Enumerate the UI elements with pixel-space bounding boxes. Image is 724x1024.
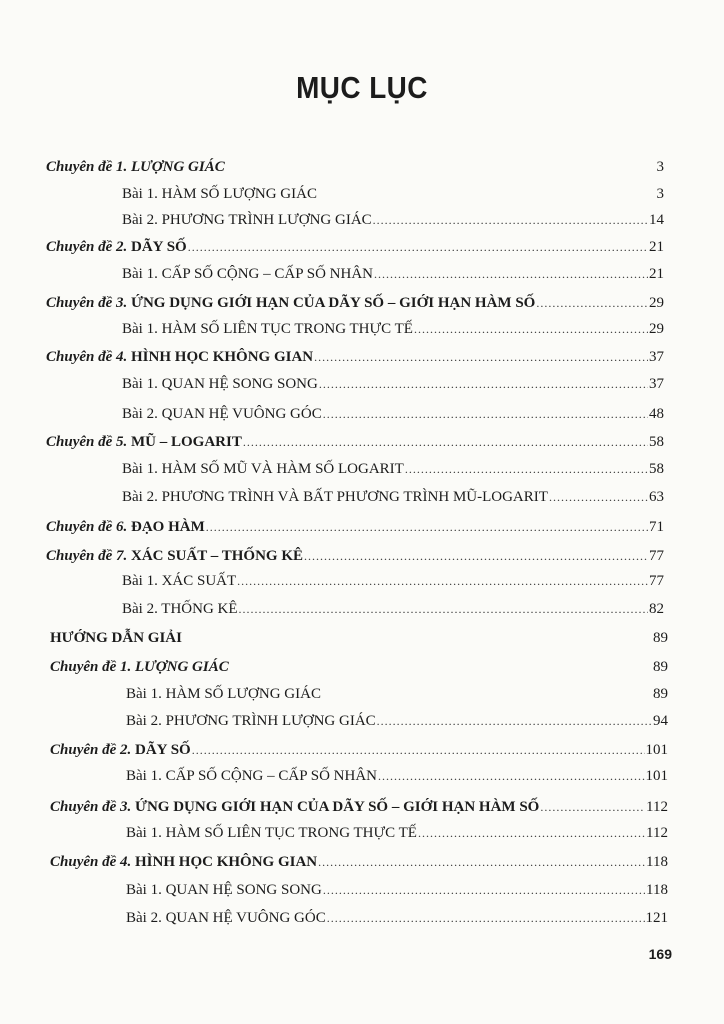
leader-dots <box>243 431 648 453</box>
toc-chapter[interactable] <box>46 292 664 314</box>
toc-chapter[interactable] <box>50 739 668 761</box>
page-number: 94 <box>653 713 668 729</box>
lesson-title: Bài 1. QUAN HỆ SONG SONG <box>122 376 318 392</box>
page-title: MỤC LỤC <box>296 70 428 105</box>
chapter-title: LƯỢNG GIÁC <box>135 659 229 675</box>
toc-lesson[interactable] <box>122 318 664 340</box>
toc-lesson[interactable] <box>126 710 668 732</box>
lesson-title: Bài 1. CẤP SỐ CỘNG – CẤP SỐ NHÂN <box>126 768 378 784</box>
toc-chapter[interactable] <box>46 431 664 453</box>
chapter-title: ỨNG DỤNG GIỚI HẠN CỦA DÃY SỐ – GIỚI HẠN HÀM SỐ <box>131 295 536 311</box>
page-number: 48 <box>649 406 664 422</box>
toc-lesson[interactable] <box>122 570 664 592</box>
toc-chapter[interactable] <box>46 346 664 368</box>
chapter-title: DÃY SỐ <box>135 742 191 758</box>
toc-lesson[interactable] <box>122 373 664 395</box>
page-number: 63 <box>649 489 664 505</box>
toc-chapter[interactable] <box>50 796 668 818</box>
section-title: HƯỚNG DẪN GIẢI <box>50 630 182 646</box>
lesson-title: Bài 2. PHƯƠNG TRÌNH LƯỢNG GIÁC <box>122 212 372 228</box>
leader-dots <box>327 907 645 929</box>
leader-dots <box>318 851 645 873</box>
toc-lesson[interactable] <box>126 683 668 705</box>
leader-dots <box>377 710 652 732</box>
toc-chapter[interactable] <box>46 156 664 178</box>
toc-lesson[interactable] <box>122 598 664 620</box>
page-number: 37 <box>649 376 664 392</box>
chapter-title: XÁC SUẤT – THỐNG KÊ <box>131 548 303 564</box>
toc-lesson[interactable] <box>122 458 664 480</box>
lesson-title: Bài 1. HÀM SỐ MŨ VÀ HÀM SỐ LOGARIT <box>122 461 404 477</box>
toc-chapter[interactable] <box>46 545 664 567</box>
leader-dots <box>549 486 648 508</box>
leader-dots <box>323 403 648 425</box>
leader-dots <box>188 236 648 258</box>
page-number: 118 <box>646 882 668 898</box>
lesson-title: Bài 2. PHƯƠNG TRÌNH LƯỢNG GIÁC <box>126 713 376 729</box>
leader-dots <box>373 209 648 231</box>
leader-dots <box>414 318 648 340</box>
chapter-prefix: Chuyên đề 6. <box>46 519 128 535</box>
chapter-title: LƯỢNG GIÁC <box>131 159 225 175</box>
chapter-title: HÌNH HỌC KHÔNG GIAN <box>135 854 318 870</box>
chapter-prefix: Chuyên đề 3. <box>46 295 128 311</box>
page-number: 112 <box>646 825 668 841</box>
toc-lesson[interactable] <box>122 263 664 285</box>
lesson-title: Bài 2. QUAN HỆ VUÔNG GÓC <box>126 910 326 926</box>
lesson-title: Bài 1. CẤP SỐ CỘNG – CẤP SỐ NHÂN <box>122 266 374 282</box>
chapter-prefix: Chuyên đề 5. <box>46 434 128 450</box>
page-number: 112 <box>646 799 668 815</box>
chapter-title: ỨNG DỤNG GIỚI HẠN CỦA DÃY SỐ – GIỚI HẠN HÀM SỐ <box>135 799 540 815</box>
chapter-prefix: Chuyên đề 3. <box>50 799 132 815</box>
toc-lesson[interactable] <box>126 822 668 844</box>
page-number: 101 <box>645 768 668 784</box>
leader-dots <box>405 458 648 480</box>
toc-lesson[interactable] <box>122 486 664 508</box>
leader-dots <box>304 545 648 567</box>
leader-dots <box>314 346 648 368</box>
toc-lesson[interactable] <box>122 403 664 425</box>
page-number: 21 <box>649 266 664 282</box>
lesson-title: Bài 2. QUAN HỆ VUÔNG GÓC <box>122 406 322 422</box>
toc-lesson[interactable] <box>122 209 664 231</box>
toc-lesson[interactable] <box>126 879 668 901</box>
leader-dots <box>536 292 648 314</box>
leader-dots <box>540 796 645 818</box>
chapter-prefix: Chuyên đề 1. <box>46 159 128 175</box>
lesson-title: Bài 1. HÀM SỐ LƯỢNG GIÁC <box>122 186 317 202</box>
lesson-title: Bài 1. HÀM SỐ LIÊN TỤC TRONG THỰC TẾ <box>126 825 417 841</box>
page-number: 89 <box>653 659 668 675</box>
page-number: 29 <box>649 295 664 311</box>
page-number: 29 <box>649 321 664 337</box>
toc-section-heading[interactable] <box>50 627 668 649</box>
page-number: 3 <box>656 159 664 175</box>
chapter-title: ĐẠO HÀM <box>131 519 205 535</box>
toc-chapter[interactable] <box>46 236 664 258</box>
lesson-title: Bài 1. HÀM SỐ LIÊN TỤC TRONG THỰC TẾ <box>122 321 413 337</box>
chapter-title: DÃY SỐ <box>131 239 187 255</box>
lesson-title: Bài 1. XÁC SUẤT <box>122 573 237 589</box>
leader-dots <box>319 373 648 395</box>
lesson-title: Bài 2. PHƯƠNG TRÌNH VÀ BẤT PHƯƠNG TRÌNH MŨ-LOGARIT <box>122 489 548 505</box>
page-number: 58 <box>649 434 664 450</box>
chapter-prefix: Chuyên đề 4. <box>50 854 132 870</box>
page-number: 118 <box>646 854 668 870</box>
leader-dots <box>192 739 645 761</box>
page-number: 58 <box>649 461 664 477</box>
page-number: 14 <box>649 212 664 228</box>
page-number: 71 <box>649 519 664 535</box>
chapter-title: HÌNH HỌC KHÔNG GIAN <box>131 349 314 365</box>
toc-chapter[interactable] <box>46 516 664 538</box>
toc-chapter[interactable] <box>50 851 668 873</box>
page-number: 89 <box>653 686 668 702</box>
leader-dots <box>239 598 648 620</box>
chapter-prefix: Chuyên đề 2. <box>46 239 128 255</box>
lesson-title: Bài 1. HÀM SỐ LƯỢNG GIÁC <box>126 686 321 702</box>
chapter-prefix: Chuyên đề 2. <box>50 742 132 758</box>
lesson-title: Bài 1. QUAN HỆ SONG SONG <box>126 882 322 898</box>
chapter-prefix: Chuyên đề 4. <box>46 349 128 365</box>
chapter-prefix: Chuyên đề 7. <box>46 548 128 564</box>
page-number: 77 <box>649 573 664 589</box>
footer-page-number: 169 <box>648 946 672 962</box>
leader-dots <box>206 516 648 538</box>
toc-lesson[interactable] <box>122 183 664 205</box>
leader-dots <box>418 822 645 844</box>
leader-dots <box>237 570 648 592</box>
leader-dots <box>374 263 648 285</box>
page-number: 89 <box>653 630 668 646</box>
page-number: 121 <box>645 910 668 926</box>
page-number: 21 <box>649 239 664 255</box>
page-number: 101 <box>645 742 668 758</box>
page-number: 82 <box>649 601 664 617</box>
toc-lesson[interactable] <box>126 765 668 787</box>
toc-lesson[interactable] <box>126 907 668 929</box>
page-number: 77 <box>649 548 664 564</box>
chapter-prefix: Chuyên đề 1. <box>50 659 132 675</box>
toc-chapter[interactable] <box>50 656 668 678</box>
page-number: 37 <box>649 349 664 365</box>
chapter-title: MŨ – LOGARIT <box>131 434 242 450</box>
page-number: 3 <box>656 186 664 202</box>
leader-dots <box>323 879 645 901</box>
lesson-title: Bài 2. THỐNG KÊ <box>122 601 238 617</box>
leader-dots <box>378 765 644 787</box>
